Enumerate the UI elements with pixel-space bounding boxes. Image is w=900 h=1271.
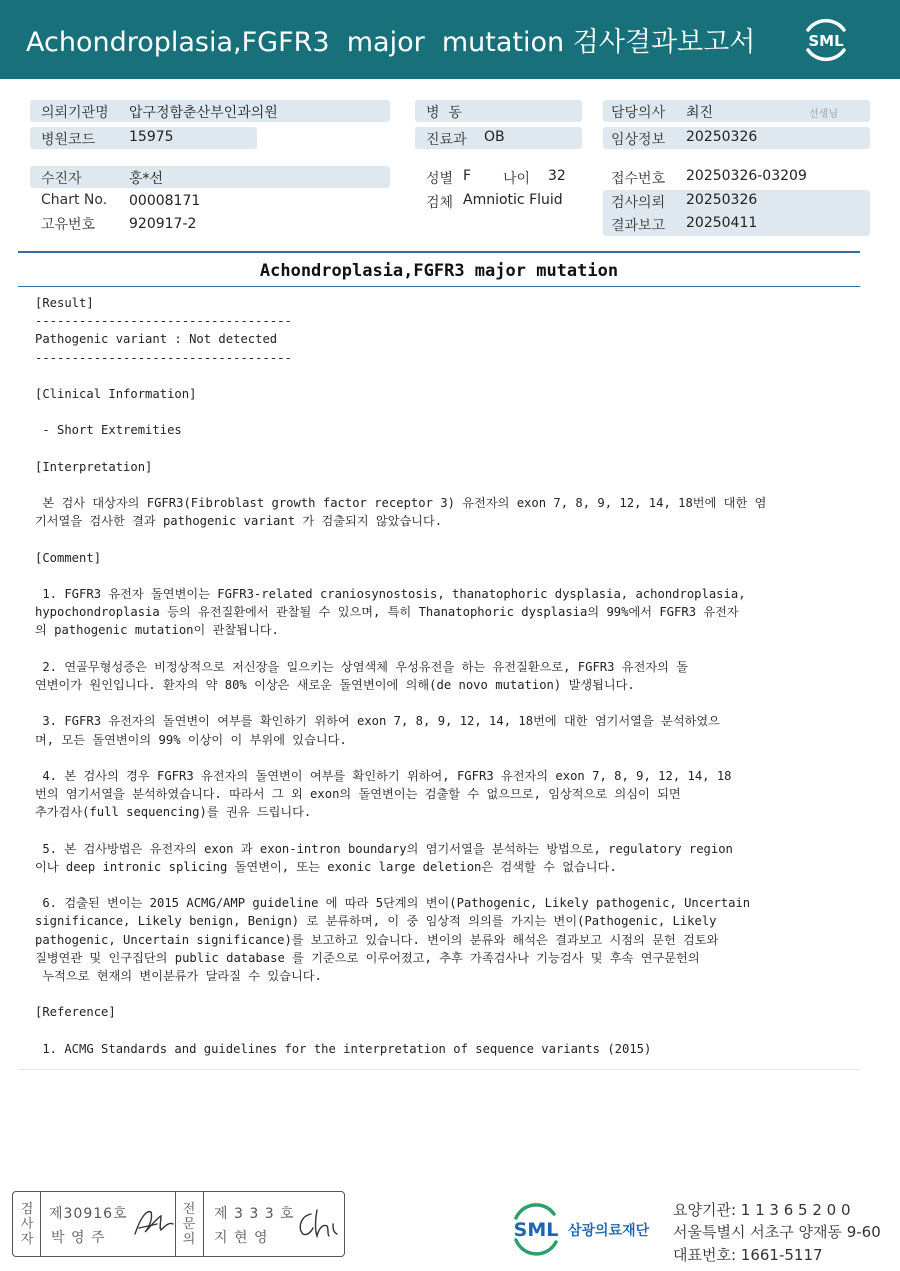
report-line: [Interpretation] <box>35 459 153 474</box>
unique-value: 920917-2 <box>129 216 197 232</box>
dept-value: OB <box>484 129 505 145</box>
right-signer-role: 전 문 의 <box>182 1201 196 1247</box>
institution-label: 의뢰기관명 <box>41 105 109 121</box>
report-header-title: Achondroplasia,FGFR3 major mutation 검사결과보고서 <box>26 27 756 58</box>
report-line: ----------------------------------- <box>35 314 292 329</box>
age-label: 나이 <box>503 171 531 187</box>
footer-logo-text: SML <box>513 1219 559 1241</box>
doctor-value: 최진 <box>686 105 714 121</box>
clinical-label: 임상정보 <box>611 132 666 148</box>
footer-address: 서울특별시 서초구 양재동 9-60 <box>673 1223 881 1241</box>
specimen-value: Amniotic Fluid <box>463 192 563 208</box>
report-line <box>35 403 855 421</box>
sex-value: F <box>463 168 472 184</box>
samkwang-logo-icon <box>510 1200 665 1256</box>
institution-value: 압구정함춘산부인과의원 <box>129 105 278 121</box>
request-value: 20250326 <box>686 192 758 208</box>
report-line: 6. 검출된 변이는 2015 ACMG/AMP guideline 에 따라 5단계의 변이(Pathogenic, Likely pathogenic, Uncertain <box>35 896 751 911</box>
sex-label: 성별 <box>426 171 454 187</box>
patient-label: 수진자 <box>41 171 82 187</box>
report-line: [Clinical Information] <box>35 386 197 401</box>
report-line: 1. FGFR3 유전자 돌연변이는 FGFR3-related craniosynostosis, thanatophoric dysplasia, achondroplasia, <box>35 587 746 601</box>
report-line: 질병연관 및 인구집단의 public database 를 기준으로 이루어졌고, 추후 가족검사나 기능검사 및 후속 연구문헌의 <box>35 950 700 965</box>
chart-value: 00008171 <box>129 193 201 209</box>
left-signature-image <box>131 1206 177 1240</box>
report-line: 추가검사(full sequencing)를 권유 드립니다. <box>35 805 312 820</box>
sml-logo-icon <box>800 14 852 66</box>
right-signer-license: 제 3 3 3 호 <box>214 1206 295 1222</box>
left-signer-license: 제30916호 <box>49 1206 128 1222</box>
hospital-code-label: 병원코드 <box>41 132 96 148</box>
age-value: 32 <box>548 168 566 184</box>
report-line <box>35 476 855 494</box>
report-header <box>0 0 900 79</box>
report-line: 의 pathogenic mutation이 관찰됩니다. <box>35 623 279 638</box>
report-date-label: 결과보고 <box>611 218 666 234</box>
title-rule-bottom <box>18 286 860 287</box>
report-line <box>35 367 855 385</box>
hospital-code-value: 15975 <box>129 129 174 145</box>
receipt-value: 20250326-03209 <box>686 168 807 184</box>
report-line: ----------------------------------- <box>35 350 292 365</box>
info-row-patient <box>30 166 390 188</box>
left-signer-role: 검 사 자 <box>20 1201 34 1247</box>
report-line: 며, 모든 돌연변이의 99% 이상이 이 부위에 있습니다. <box>35 732 347 747</box>
ward-label: 병 동 <box>426 105 462 121</box>
footer-org-name: 삼광의료재단 <box>568 1223 650 1239</box>
report-line: hypochondroplasia 등의 유전질환에서 관찰될 수 있으며, 특히 Thanatophoric dysplasia의 99%에서 FGFR3 유전자 <box>35 605 739 620</box>
chart-label: Chart No. <box>41 192 108 208</box>
report-line: [Reference] <box>35 1005 116 1020</box>
right-signature-image <box>293 1206 341 1242</box>
report-line <box>35 985 855 1003</box>
unique-label: 고유번호 <box>41 217 96 233</box>
report-line: 2. 연골무형성증은 비정상적으로 저신장을 일으키는 상염색체 우성유전을 하는 유전질환으로, FGFR3 유전자의 돌 <box>35 659 688 674</box>
header-logo-text: SML <box>808 32 844 50</box>
report-line <box>35 440 855 458</box>
report-line <box>35 694 855 712</box>
report-date-value: 20250411 <box>686 215 758 231</box>
report-line: 5. 본 검사방법은 유전자의 exon 과 exon-intron boundary의 염기서열을 분석하는 방법으로, regulatory region <box>35 841 733 856</box>
report-line: [Result] <box>35 296 94 310</box>
report-line <box>35 567 855 585</box>
report-line <box>35 530 855 548</box>
report-line: 이나 deep intronic splicing 돌연변이, 또는 exonic large deletion은 검색할 수 없습니다. <box>35 859 617 874</box>
report-line <box>35 876 855 894</box>
report-line: 번의 염기서열을 분석하였습니다. 따라서 그 외 exon의 돌연변이는 검출할 수 없으므로, 임상적으로 의심이 되면 <box>35 787 681 802</box>
report-line: [Comment] <box>35 550 102 565</box>
doctor-label: 담당의사 <box>611 105 666 121</box>
report-line: significance, Likely benign, Benign) 로 분류하며, 이 중 임상적 의의를 가지는 변이(Pathogenic, Likely <box>35 914 717 929</box>
report-body <box>35 294 855 1058</box>
report-line: 본 검사 대상자의 FGFR3(Fibroblast growth factor receptor 3) 유전자의 exon 7, 8, 9, 12, 14, 18번에 대한 염 <box>35 496 767 511</box>
report-line <box>35 640 855 658</box>
report-line: 기서열을 검사한 결과 pathogenic variant 가 검출되지 않았습니다. <box>35 514 443 529</box>
report-line: 1. ACMG Standards and guidelines for the interpretation of sequence variants (2015) <box>35 1041 652 1056</box>
report-line <box>35 749 855 767</box>
report-line <box>35 1022 855 1040</box>
body-end-divider <box>18 1069 860 1070</box>
footer-phone: 대표번호: 1661-5117 <box>673 1246 823 1264</box>
report-title: Achondroplasia,FGFR3 major mutation <box>259 261 619 281</box>
right-signer-name: 지 현 영 <box>214 1230 269 1246</box>
report-line: 3. FGFR3 유전자의 돌연변이 여부를 확인하기 위하여 exon 7, 8, 9, 12, 14, 18번에 대한 염기서열을 분석하였으 <box>35 714 720 729</box>
dept-label: 진료과 <box>426 132 467 148</box>
specimen-label: 검체 <box>426 195 454 211</box>
doctor-suffix: 선생님 <box>809 109 838 120</box>
signature-box <box>12 1191 345 1257</box>
title-rule-top <box>18 251 860 253</box>
report-line: 누적으로 현재의 변이분류가 달라질 수 있습니다. <box>35 968 322 983</box>
report-line: 4. 본 검사의 경우 FGFR3 유전자의 돌연변이 여부를 확인하기 위하여, FGFR3 유전자의 exon 7, 8, 9, 12, 14, 18 <box>35 768 732 783</box>
report-line: pathogenic, Uncertain significance)를 보고하고 있습니다. 변이의 분류와 해석은 결과보고 시점의 문헌 검토와 <box>35 932 719 947</box>
clinical-value: 20250326 <box>686 129 758 145</box>
footer-institution-code: 요양기관: 1 1 3 6 5 2 0 0 <box>673 1201 851 1219</box>
receipt-label: 접수번호 <box>611 171 666 187</box>
report-line: 연변이가 원인입니다. 환자의 약 80% 이상은 새로운 돌연변이에 의해(de novo mutation) 발생됩니다. <box>35 677 635 692</box>
report-line: Pathogenic variant : Not detected <box>35 332 278 347</box>
request-label: 검사의뢰 <box>611 195 666 211</box>
report-line: - Short Extremities <box>35 423 182 438</box>
report-line <box>35 821 855 839</box>
left-signer-name: 박 영 주 <box>51 1230 106 1246</box>
patient-value: 홍*선 <box>129 171 164 187</box>
